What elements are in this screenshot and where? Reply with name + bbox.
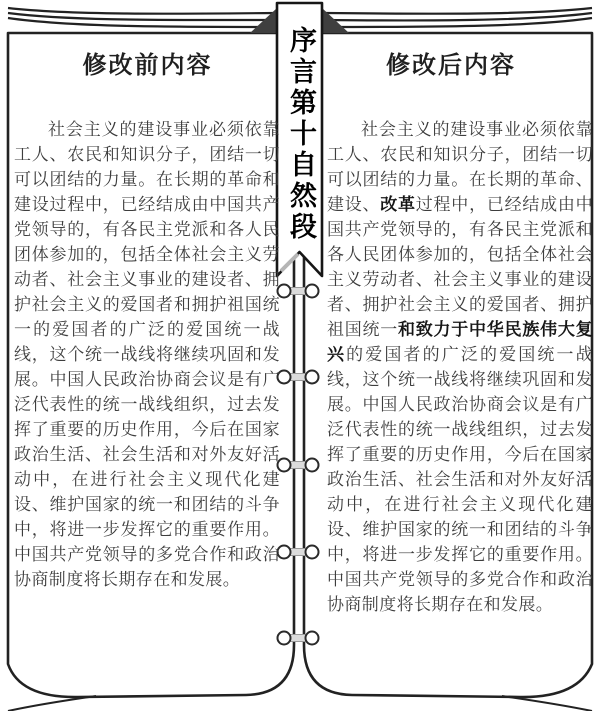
left-page-curl xyxy=(8,696,96,711)
inserted-text: 改革 xyxy=(380,195,416,215)
binder-ring xyxy=(277,285,319,298)
before-paragraph xyxy=(14,118,280,593)
left-page-torn-edge-line xyxy=(8,8,277,14)
right-page-torn-edge-line xyxy=(322,8,592,14)
right-page-curl xyxy=(502,696,592,711)
binder-ring xyxy=(277,371,319,384)
binder-ring xyxy=(277,632,319,645)
after-paragraph xyxy=(327,118,593,618)
after-title: 修改后内容 xyxy=(386,51,516,79)
inserted-text: 和致力于中华民族伟大复兴 xyxy=(327,320,593,365)
paragraph-text: 的爱国者的广泛的爱国统一战线，这个统一战线将继续巩固和发展。中国人民政治协商会议是有广泛代表性的统一战线组织，过去发挥了重要的历史作用，今后在国家政治生活、社会生活和对外友好活动中，在进行社会主义现代化建设、维护国家的统一和团结的斗争中，将进一步发挥它的重要作用。中国共产党领导的多党合作和政治协商制度将长期存在和发展。 xyxy=(327,345,593,615)
paragraph-text: 社会主义的建设事业必须依靠工人、农民和知识分子，团结一切可以团结的力量。在长期的革命、建设、 xyxy=(327,120,593,215)
binder-ring xyxy=(277,546,319,559)
binder-ring xyxy=(277,459,319,472)
banner-label: 序言第十自然段 xyxy=(285,26,316,243)
before-title: 修改前内容 xyxy=(82,51,213,79)
paragraph-text: 社会主义的建设事业必须依靠工人、农民和知识分子，团结一切可以团结的力量。在长期的革命和建设过程中，已经结成由中国共产党领导的，有各民主党派和各人民团体参加的，包括全体社会主义劳动者、社会主义事业的建设者、拥护社会主义的爱国者和拥护祖国统一的爱国者的广泛的爱国统一战线，这个统一战线将继续巩固和发展。中国人民政治协商会议是有广泛代表性的统一战线组织，过去发挥了重要的历史作用，今后在国家政治生活、社会生活和对外友好活动中，在进行社会主义现代化建设、维护国家的统一和团结的斗争中，将进一步发挥它的重要作用。中国共产党领导的多党合作和政治协商制度将长期存在和发展。 xyxy=(14,120,280,590)
paragraph-text: 过程中，已经结成由中国共产党领导的，有各民主党派和各人民团体参加的，包括全体社会主义劳动者、社会主义事业的建设者、拥护社会主义的爱国者、拥护祖国统一 xyxy=(327,195,594,340)
